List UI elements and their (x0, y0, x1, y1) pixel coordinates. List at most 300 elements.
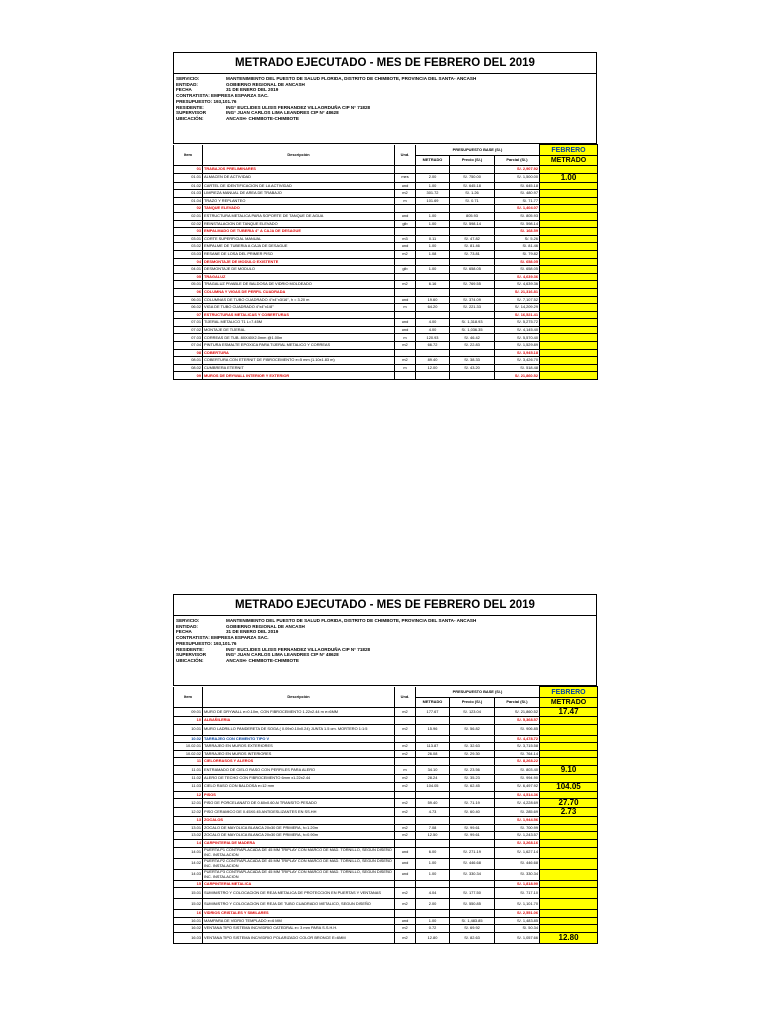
description: MAMPARA DE VIDRIO TEMPLADO e=6 MM (203, 917, 395, 925)
february-metrado (540, 735, 598, 743)
unit: glb (395, 220, 416, 228)
unit: und (395, 212, 416, 220)
table-row (174, 197, 598, 205)
metrado: 301.72 (416, 190, 450, 198)
section-row (174, 288, 598, 296)
item-code: 10.02.02 (174, 750, 203, 758)
table-row (174, 858, 598, 869)
table-row (174, 220, 598, 228)
february-header: FEBRERO (540, 145, 598, 156)
price (450, 349, 495, 357)
february-metrado (540, 858, 598, 869)
partial: S/. 4,514.36 (495, 791, 540, 799)
description: TIJERAL METALICO T1 L=7.45M (203, 319, 395, 327)
partial: S/. 480.97 (495, 190, 540, 198)
unit (395, 311, 416, 319)
partial: S/. 5,275.72 (495, 319, 540, 327)
partial: S/. 764.14 (495, 750, 540, 758)
section-row (174, 758, 598, 766)
partial: S/. 446.68 (495, 858, 540, 869)
unit: und (395, 319, 416, 327)
metrado: 177.67 (416, 708, 450, 717)
partial: S/. 7,107.52 (495, 296, 540, 304)
price: S/. 81.46 (450, 243, 495, 251)
february-metrado (540, 717, 598, 725)
metrado: 26.08 (416, 750, 450, 758)
metrado (416, 205, 450, 213)
price: S/. 769.55 (450, 281, 495, 289)
partial: S/. 285.69 (495, 808, 540, 817)
description: ALBAÑILERIA (203, 717, 395, 725)
metrado: 6.00 (416, 847, 450, 858)
item-code: 05.01 (174, 281, 203, 289)
february-metrado (540, 832, 598, 840)
description: COBERTURA CON ETERNIT DE FIBROCEMENTO e=5 mm (1.10x1.83 m) (203, 357, 395, 365)
item-code: 14.01 (174, 847, 203, 858)
table-row (174, 932, 598, 943)
price: S/. 22.83 (450, 342, 495, 350)
partial: S/. 4,145.40 (495, 326, 540, 334)
section-row (174, 273, 598, 281)
item-code: 10 (174, 717, 203, 725)
unit: m (395, 197, 416, 205)
table-row (174, 182, 598, 190)
unit: m (395, 765, 416, 774)
description: CARTEL DE IDENTIFICACION DE LA ACTIVIDAD (203, 182, 395, 190)
table-row (174, 899, 598, 910)
partial: S/. 1,057.66 (495, 932, 540, 943)
section-row (174, 880, 598, 888)
table-row (174, 750, 598, 758)
price (450, 817, 495, 825)
description-header: Descripción (203, 145, 395, 166)
february-metrado (540, 817, 598, 825)
description: DESMONTAJE DE MODULO (203, 266, 395, 274)
metrado: 4.00 (416, 326, 450, 334)
description: CIELO RASO CON BALDOSA e=12 mm (203, 782, 395, 791)
item-code: 14.02 (174, 858, 203, 869)
metrado: 101.69 (416, 197, 450, 205)
february-metrado (540, 880, 598, 888)
unit: m2 (395, 799, 416, 808)
info-value: ING° EUCLIDES ULISIS FERNANDEZ VILLAORDUÑA CIP N° 71828 (226, 104, 371, 110)
february-metrado (540, 296, 598, 304)
item-code: 02 (174, 205, 203, 213)
metrado: 1.00 (416, 243, 450, 251)
metrado (416, 228, 450, 236)
unit: m2 (395, 782, 416, 791)
section-row (174, 205, 598, 213)
february-metrado (540, 917, 598, 925)
description: TRAZO Y REPLANTEO (203, 197, 395, 205)
partial: S/. 1,243.57 (495, 832, 540, 840)
item-code: 12.01 (174, 799, 203, 808)
description: DESMONTAJE DE MODULO EXISTENTE (203, 258, 395, 266)
description: SUMINISTRO Y COLOCACION DE REJA METALICA DE PROTECCION EN PUERTAS Y VENTANAS (203, 888, 395, 899)
sheet-title: METRADO EJECUTADO - MES DE FEBRERO DEL 2019 (173, 52, 597, 74)
section-row (174, 910, 598, 918)
item-code: 02.01 (174, 212, 203, 220)
partial: S/. 21,860.52 (495, 372, 540, 380)
partial: S/. 8,268.22 (495, 758, 540, 766)
metrado (416, 349, 450, 357)
february-value: 104.05 (556, 782, 581, 791)
unit: m2 (395, 743, 416, 751)
partial: S/. 717.10 (495, 888, 540, 899)
partial: S/. 1,483.85 (495, 917, 540, 925)
item-code: 06.02 (174, 304, 203, 312)
february-metrado (540, 799, 598, 808)
table-row (174, 782, 598, 791)
partial: S/. 4,478.72 (495, 735, 540, 743)
price (450, 258, 495, 266)
price: S/. 43.20 (450, 364, 495, 372)
price: S/. 221.33 (450, 304, 495, 312)
table-row (174, 357, 598, 365)
description: ALMACEN DE ACTIVIDAD (203, 173, 395, 182)
item-code: 14 (174, 839, 203, 847)
metrado: 4.00 (416, 319, 450, 327)
february-metrado (540, 782, 598, 791)
price: S/. 29.30 (450, 750, 495, 758)
unit: mes (395, 173, 416, 182)
partial: S/. 1,500.00 (495, 173, 540, 182)
unit: m2 (395, 190, 416, 198)
item-code: 12 (174, 791, 203, 799)
february-metrado (540, 166, 598, 174)
unit: m (395, 334, 416, 342)
partial: S/. 50.34 (495, 925, 540, 933)
item-code: 08.01 (174, 357, 203, 365)
partial: S/. 518.48 (495, 364, 540, 372)
info-value: ING° JUAN CARLOS LIMA LEANDRES CIP N° 48628 (226, 110, 339, 116)
february-metrado (540, 364, 598, 372)
project-info (173, 74, 597, 144)
table-row (174, 824, 598, 832)
info-label: SERVICIO: (176, 618, 200, 623)
february-metrado (540, 311, 598, 319)
price: S/. 99.61 (450, 824, 495, 832)
table-row (174, 250, 598, 258)
description: PUERTA P1 CONTRAPLACADA DE 45 MM TRIPLAY CON MARCO DE MAD. TORNILLO, SEGUN DISEÑO INC. INSTALACION (203, 847, 395, 858)
price: S/. 645.18 (450, 182, 495, 190)
table-row (174, 808, 598, 817)
price (450, 839, 495, 847)
metrado: 34.10 (416, 765, 450, 774)
metrado: 59.40 (416, 799, 450, 808)
section-row (174, 717, 598, 725)
partial: S/. 4,639.36 (495, 281, 540, 289)
description: LIMPIEZA MANUAL DE AREA DE TRABAJO (203, 190, 395, 198)
partial: S/. 1,101.70 (495, 899, 540, 910)
partial: S/. 3,715.58 (495, 743, 540, 751)
partial: S/. 1,529.89 (495, 342, 540, 350)
description: CARPINTERIA DE MADERA (203, 839, 395, 847)
february-metrado (540, 334, 598, 342)
info-value: ANCASH- CHIMBOTE-CHIMBOTE (226, 115, 299, 121)
info-label: SERVICIO: (176, 76, 200, 81)
metrado (416, 258, 450, 266)
unit: m3 (395, 235, 416, 243)
description: TANQUE ELEVADO (203, 205, 395, 213)
price: S/. 46.42 (450, 334, 495, 342)
partial: S/. 2,551.06 (495, 910, 540, 918)
item-code: 08 (174, 349, 203, 357)
info-value: ING° JUAN CARLOS LIMA LEANDRES CIP N° 48628 (226, 652, 339, 658)
description: TARRAJEO EN MUROS INTERIORES (203, 750, 395, 758)
table-row (174, 304, 598, 312)
february-metrado (540, 750, 598, 758)
metrado (416, 880, 450, 888)
metrado: 7.08 (416, 824, 450, 832)
metrado (416, 717, 450, 725)
february-metrado (540, 250, 598, 258)
item-code: 14.03 (174, 869, 203, 880)
partial: S/. 803.40 (495, 765, 540, 774)
description: CARPINTERIA METALICA (203, 880, 395, 888)
partial: S/. 81.46 (495, 243, 540, 251)
unit: m (395, 304, 416, 312)
item-code: 01.04 (174, 197, 203, 205)
table-row (174, 774, 598, 782)
table-row (174, 173, 598, 182)
metrado-header: METRADO (416, 156, 450, 166)
partial: S/. 71.77 (495, 197, 540, 205)
price (450, 735, 495, 743)
description: ENTRAMADO DE CIELO RASO CON PERFILES PARA ALERO (203, 765, 395, 774)
section-row (174, 372, 598, 380)
partial: S/. 3,945.18 (495, 349, 540, 357)
item-code: 07.03 (174, 334, 203, 342)
partial: S/. 6,497.92 (495, 782, 540, 791)
february-header: FEBRERO (540, 687, 598, 698)
february-metrado (540, 708, 598, 717)
price: S/. 330.34 (450, 869, 495, 880)
price: 805.93 (450, 212, 495, 220)
description: TARRAJEO CON CEMENTO TIPO V (203, 735, 395, 743)
metrado (416, 758, 450, 766)
table-row (174, 342, 598, 350)
item-code: 04 (174, 258, 203, 266)
february-metrado (540, 212, 598, 220)
metrado: 120.93 (416, 334, 450, 342)
section-row (174, 166, 598, 174)
description: CORREAS DE TUB. 80X40X2.0mm @1.00m (203, 334, 395, 342)
description: RESANE DE LOSA DEL PRIMER PISO (203, 250, 395, 258)
price: S/. 38.33 (450, 357, 495, 365)
description: TRAGALUZ PIVABLE DE BALDOSA DE VIDRIO MOLDEADO (203, 281, 395, 289)
february-metrado (540, 342, 598, 350)
february-metrado (540, 791, 598, 799)
price (450, 273, 495, 281)
info-value: 31 DE ENERO DEL 2019 (226, 629, 279, 635)
info-label: FECHA (176, 87, 192, 93)
february-metrado (540, 273, 598, 281)
info-label: CONTRATISTA: EMPRESA ESPARZA SAC. (176, 93, 269, 99)
description: TARRAJEO EN MUROS EXTERIORES (203, 743, 395, 751)
info-label: FECHA (176, 629, 192, 635)
metrado: 1.00 (416, 858, 450, 869)
description: COLUMNA Y VIGAS DE PERFIL CUADRADA (203, 288, 395, 296)
item-code: 07 (174, 311, 203, 319)
metrado: 113.87 (416, 743, 450, 751)
metrado: 66.72 (416, 342, 450, 350)
table-row (174, 917, 598, 925)
description: CORTE SUPERFICIAL MANUAL (203, 235, 395, 243)
info-row (176, 116, 596, 122)
item-code: 07.02 (174, 326, 203, 334)
unit (395, 372, 416, 380)
item-code: 11.01 (174, 765, 203, 774)
metrado: 1.00 (416, 917, 450, 925)
price: S/. 598.14 (450, 220, 495, 228)
unit (395, 880, 416, 888)
partial: S/. 21,316.81 (495, 288, 540, 296)
description: VENTANA TIPO SISTEMA INC/VIDRIO POLARIZADO COLOR BRONCE E=6MM (203, 932, 395, 943)
item-code: 04.01 (174, 266, 203, 274)
partial: S/. 1,944.56 (495, 817, 540, 825)
metrado: 1.00 (416, 220, 450, 228)
price (450, 910, 495, 918)
february-metrado (540, 197, 598, 205)
price: S/. 177.50 (450, 888, 495, 899)
price: S/. 99.61 (450, 832, 495, 840)
unit (395, 758, 416, 766)
description: VIGA DE TUBO CUADRADO 4"x4"x1/8" (203, 304, 395, 312)
budget-header: PRESUPUESTO BASE (S/.) (416, 687, 540, 698)
price: S/. 56.82 (450, 724, 495, 735)
february-metrado (540, 220, 598, 228)
partial: S/. 3,268.16 (495, 839, 540, 847)
description: MONTAJE DE TIJERAL (203, 326, 395, 334)
february-metrado (540, 869, 598, 880)
table-row (174, 743, 598, 751)
february-value: 2.73 (560, 807, 577, 817)
february-metrado (540, 925, 598, 933)
info-label: ENTIDAD: (176, 623, 198, 629)
partial: S/. 79.82 (495, 250, 540, 258)
item-code: 07.04 (174, 342, 203, 350)
description: TRABAJOS PRELIMINARES (203, 166, 395, 174)
item-header: Item (174, 687, 203, 708)
metrado: 4.73 (416, 808, 450, 817)
metrado: 1.00 (416, 212, 450, 220)
item-code: 06.01 (174, 296, 203, 304)
table-row (174, 281, 598, 289)
table-row (174, 724, 598, 735)
description: ZOCALOS (203, 817, 395, 825)
metrado: 15.96 (416, 724, 450, 735)
table-row (174, 832, 598, 840)
table-row (174, 765, 598, 774)
description: CIELORRASOS Y ALEROS (203, 758, 395, 766)
price: S/. 47.82 (450, 235, 495, 243)
section-row (174, 791, 598, 799)
metrado: 12.50 (416, 832, 450, 840)
price: S/. 271.19 (450, 847, 495, 858)
price: S/. 1,318.93 (450, 319, 495, 327)
february-metrado (540, 235, 598, 243)
price (450, 717, 495, 725)
info-label: CONTRATISTA: EMPRESA ESPARZA SAC. (176, 635, 269, 641)
description: MURO DE DRYWALL e=0.10m, CON FIBROCEMENTO 1.22x2.44 m e=6MM (203, 708, 395, 717)
price (450, 228, 495, 236)
table-row (174, 326, 598, 334)
partial: S/. 5,368.57 (495, 717, 540, 725)
unit (395, 717, 416, 725)
price (450, 372, 495, 380)
unit: m2 (395, 708, 416, 717)
price (450, 791, 495, 799)
price: S/. 658.05 (450, 266, 495, 274)
item-code: 13.02 (174, 832, 203, 840)
table-row (174, 243, 598, 251)
description: EMPALME DE TUBERIA A CAJA DE DESAGUE (203, 243, 395, 251)
february-metrado (540, 173, 598, 182)
metrado: 2.00 (416, 899, 450, 910)
item-code: 10.01 (174, 724, 203, 735)
price-header: Precio (S/.) (450, 698, 495, 708)
partial: S/. 906.85 (495, 724, 540, 735)
unit: m2 (395, 824, 416, 832)
february-metrado (540, 288, 598, 296)
february-metrado (540, 266, 598, 274)
metrado: 1.00 (416, 266, 450, 274)
price (450, 758, 495, 766)
partial: S/. 700.99 (495, 824, 540, 832)
unit: m2 (395, 250, 416, 258)
metrado (416, 288, 450, 296)
item-code: 15.01 (174, 888, 203, 899)
unit: m2 (395, 888, 416, 899)
price: S/. 82.63 (450, 932, 495, 943)
info-row (176, 658, 596, 664)
unit-header: Und. (395, 145, 416, 166)
february-metrado (540, 888, 598, 899)
unit: m2 (395, 899, 416, 910)
item-code: 01 (174, 166, 203, 174)
metrado: 1.08 (416, 250, 450, 258)
february-metrado (540, 743, 598, 751)
partial: S/. 4,639.36 (495, 273, 540, 281)
price: S/. 69.92 (450, 925, 495, 933)
partial: S/. 14,209.29 (495, 304, 540, 312)
description-header: Descripción (203, 687, 395, 708)
description: PISOS (203, 791, 395, 799)
description: ESTRUCTURA METALICA PARA SOPORTE DE TANQUE DE AGUA (203, 212, 395, 220)
item-code: 11.02 (174, 774, 203, 782)
partial: S/. 645.18 (495, 182, 540, 190)
description: ESTRUCTURAS METALICAS Y COBERTURAS (203, 311, 395, 319)
february-value: 9.10 (560, 765, 577, 774)
description: SUMINISTRO Y COLOCACION DE REJA DE TUBO CUADRADO METALICO, SEGUN DISEÑO (203, 899, 395, 910)
unit (395, 817, 416, 825)
february-metrado (540, 357, 598, 365)
unit (395, 349, 416, 357)
february-metrado (540, 765, 598, 774)
header-row (174, 145, 598, 156)
price: S/. 35.23 (450, 774, 495, 782)
metrado (416, 372, 450, 380)
item-code: 16.03 (174, 932, 203, 943)
february-metrado (540, 847, 598, 858)
partial: S/. 805.93 (495, 212, 540, 220)
description: PINTURA ESMALTE EPOXICA PARA TIJERAL METALICO Y CORREAS (203, 342, 395, 350)
partial: S/. 3,426.70 (495, 357, 540, 365)
february-metrado (540, 808, 598, 817)
price (450, 288, 495, 296)
table-row (174, 888, 598, 899)
